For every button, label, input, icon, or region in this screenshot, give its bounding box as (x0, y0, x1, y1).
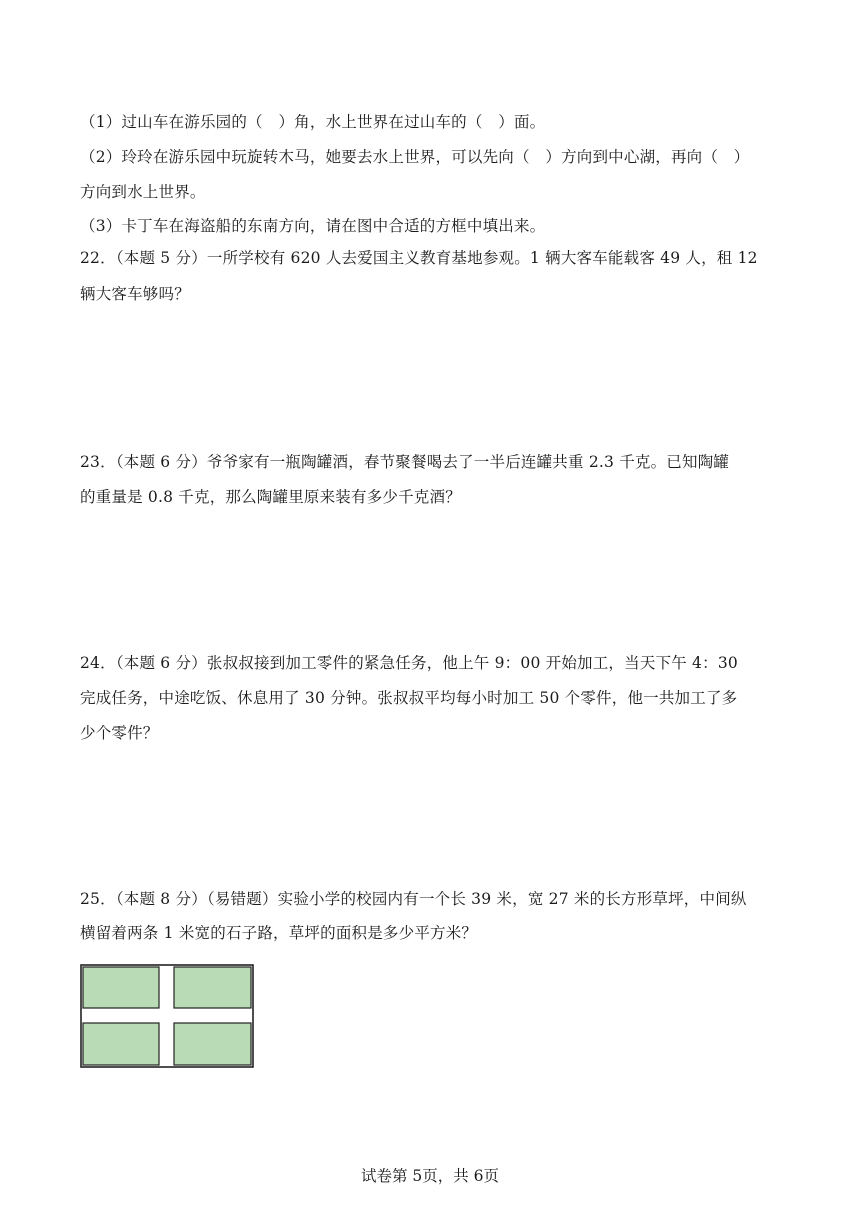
lawn-plot-bottom-left (83, 1023, 159, 1065)
q21-sub2-line1: （2）玲玲在游乐园中玩旋转木马，她要去水上世界，可以先向（ ）方向到中心湖，再向（ ） (80, 148, 750, 166)
q25-line2: 横留着两条 1 米宽的石子路，草坪的面积是多少平方米？ (80, 924, 478, 942)
lawn-figure (80, 964, 256, 1074)
q23-line2: 的重量是 0.8 千克，那么陶罐里原来装有多少千克酒？ (80, 488, 461, 506)
q24-line3: 少个零件？ (80, 724, 159, 742)
q21-sub1: （1）过山车在游乐园的（ ）角，水上世界在过山车的（ ）面。 (80, 113, 546, 131)
q22-line2: 辆大客车够吗？ (80, 285, 190, 303)
q23-line1: 23．（本题 6 分）爷爷家有一瓶陶罐酒，春节聚餐喝去了一半后连罐共重 2.3 千克。已知陶罐 (80, 453, 730, 471)
q24-line2: 完成任务，中途吃饭、休息用了 30 分钟。张叔叔平均每小时加工 50 个零件，他一共加工了多 (80, 689, 738, 707)
q25-line1: 25．（本题 8 分）（易错题）实验小学的校园内有一个长 39 米，宽 27 米的长方形草坪，中间纵 (80, 890, 747, 908)
q21-sub3: （3）卡丁车在海盗船的东南方向，请在图中合适的方框中填出来。 (80, 217, 546, 235)
lawn-plot-bottom-right (174, 1023, 251, 1065)
lawn-plot-top-left (83, 967, 159, 1008)
lawn-plot-top-right (174, 967, 251, 1008)
q24-line1: 24．（本题 6 分）张叔叔接到加工零件的紧急任务，他上午 9：00 开始加工，当天下午 4：30 (80, 654, 738, 672)
q22-line1: 22．（本题 5 分）一所学校有 620 人去爱国主义教育基地参观。1 辆大客车能载客 49 人，租 12 (80, 249, 758, 267)
lawn-diagram (80, 964, 256, 1070)
page-footer: 试卷第 5页，共 6页 (360, 1167, 500, 1185)
q21-sub2-line2: 方向到水上世界。 (80, 183, 206, 201)
